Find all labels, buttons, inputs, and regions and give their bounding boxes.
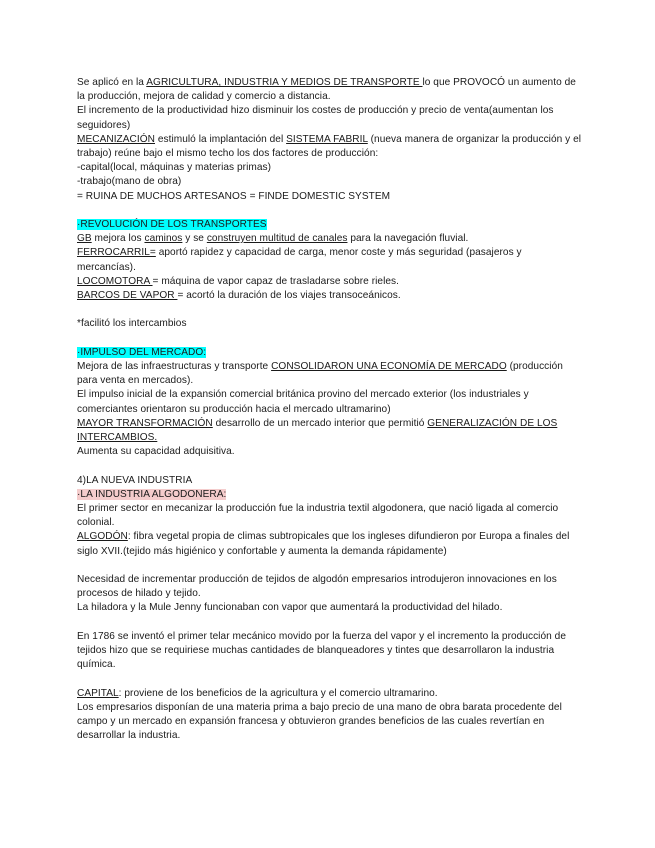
highlighted-heading: ·IMPULSO DEL MERCADO: [77,346,207,358]
underlined-term: construyen multitud de canales [206,233,348,245]
intro-conclusion: = RUINA DE MUCHOS ARTESANOS = FINDE DOMESTIC SYSTEM [77,190,391,202]
text: = máquina de vapor capaz de trasladarse sobre rieles. [152,275,399,287]
spacer [77,204,582,218]
underlined-term: GENERALIZACIÓN DE LOS INTERCAMBIOS. [77,417,558,444]
underlined-term: AGRICULTURA, INDUSTRIA Y MEDIOS DE TRANSPORTE [146,77,423,88]
text: = acortó la duración de los viajes transoceánicos. [177,290,401,302]
underlined-term: GB [77,233,92,245]
intro-paragraph [77,76,582,104]
underlined-term: CONSOLIDARON UNA ECONOMÍA DE MERCADO [271,361,507,373]
industria-algodon [77,530,582,558]
highlighted-heading: ·REVOLUCIÓN DE LOS TRANSPORTES [77,219,267,231]
transportes-gb [77,232,582,246]
intro-capital: -capital(local, máquinas y materias primas) [77,162,271,174]
intro-trabajo: -trabajo(mano de obra) [77,176,182,188]
mercado-exterior: El impulso inicial de la expansión comercial británica provino del mercado exterior (los industriales y comerciantes orientaron su producción hacia el mercado ultramarino) [77,389,529,415]
text: (nueva manera de organizar la producción y el trabajo) reúne bajo el mismo techo los dos factores de producción: [77,133,582,160]
underlined-term: ALGODÓN [77,531,128,543]
mercado-capacidad: Aumenta su capacidad adquisitiva. [77,446,235,458]
transportes-locomotora [77,275,582,289]
underlined-term: FERROCARRIL= [77,247,156,259]
text: Se aplicó en la [77,77,147,88]
text: (producción para venta en mercados). [77,361,563,387]
transportes-ferrocarril [77,246,582,274]
mercado-transformacion [77,417,582,445]
industria-empresarios: Los empresarios disponían de una materia prima a bajo precio de una mano de obra barata procedente del campo y un mercado en expansión francesa y obtuvieron grandes beneficios de las cuales revertían en desarrollar la industria. [77,701,562,742]
section-heading-algodonera [77,488,582,502]
text: para la navegación fluvial. [347,233,469,245]
section-heading-mercado [77,346,582,360]
text: : proviene de los beneficios de la agricultura y el comercio ultramarino. [118,687,438,699]
text: desarrollo de un mercado interior que permitió [212,417,428,429]
transportes-barcos [77,289,582,303]
intro-productivity: El incremento de la productividad hizo disminuir los costes de producción y precio de venta(aumentan los seguidores) [77,105,554,131]
text: Mejora de las infraestructuras y transporte [77,361,272,373]
text: y se [182,233,207,245]
underlined-term: LOCOMOTORA [77,275,153,287]
underlined-term: CAPITAL [77,687,119,699]
text: : fibra vegetal propia de climas subtropicales que los ingleses difundieron por Europa a finales del siglo XVII.(tejido más higiénico y confortable y aumenta la demanda rápidamente) [77,531,570,557]
underlined-term: MECANIZACIÓN [77,133,155,145]
industria-primer-sector: El primer sector en mecanizar la producción fue la industria textil algodonera, que nació ligada al comercio colonial. [77,503,559,529]
document-body [77,76,582,743]
industria-hiladora: La hiladora y la Mule Jenny funcionaban con vapor que aumentará la productividad del hilado. [77,602,503,614]
spacer [77,559,582,573]
mercado-consolidacion [77,360,582,388]
text: estimuló la implantación del [155,133,287,145]
spacer [77,332,582,346]
industria-necesidad: Necesidad de incrementar producción de tejidos de algodón empresarios introdujeron innovaciones en los procesos de hilado y tejido. [77,574,557,600]
underlined-term: MAYOR TRANSFORMACIÓN [77,417,213,429]
underlined-term: BARCOS DE VAPOR [77,290,178,302]
text: lo que PROVOCÓ un aumento de la producción, mejora de calidad y comercio a distancia. [77,77,576,103]
text: aportó rapidez y capacidad de carga, menor coste y más seguridad (pasajeros y mercancías). [77,247,522,273]
industria-capital [77,687,582,701]
underlined-term: caminos [144,233,183,245]
intro-mechanization [77,133,582,161]
section-heading-transportes [77,218,582,232]
spacer [77,616,582,630]
highlighted-heading: ·LA INDUSTRIA ALGODONERA: [77,488,227,500]
transportes-note: *facilitó los intercambios [77,318,187,330]
underlined-term: SISTEMA FABRIL [286,133,368,145]
spacer [77,303,582,317]
spacer [77,459,582,473]
industria-telar: En 1786 se inventó el primer telar mecánico movido por la fuerza del vapor y el incremento la producción de tejidos hizo que se requiriese muchas cantidades de blanqueadores y tintes que desarrollaron la industria química. [77,630,566,671]
text: mejora los [91,233,145,245]
spacer [77,672,582,686]
section-title-industria: 4)LA NUEVA INDUSTRIA [77,474,193,486]
